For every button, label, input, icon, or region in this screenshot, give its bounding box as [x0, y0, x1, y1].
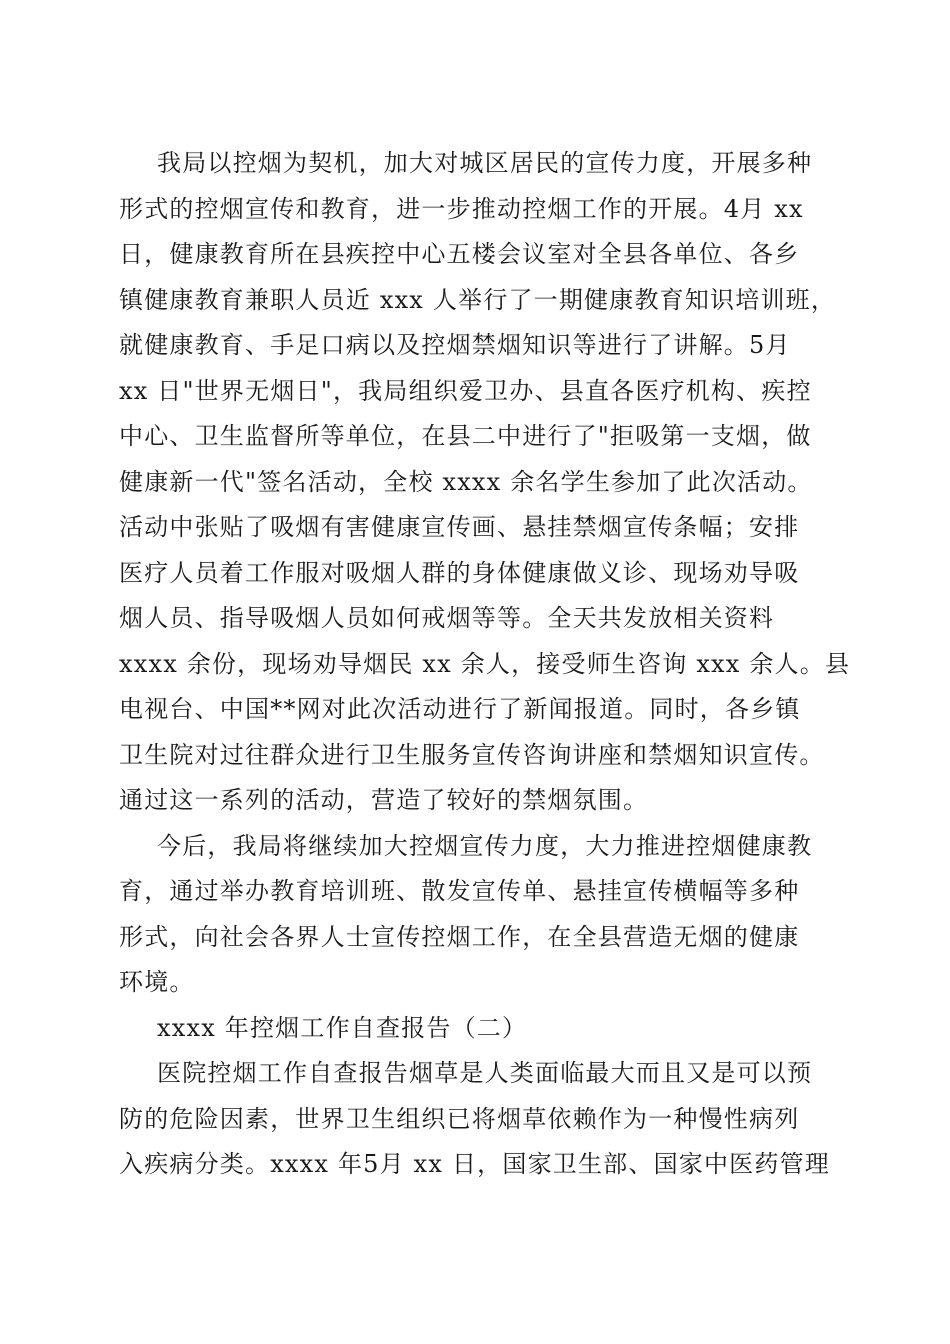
text-line: 日，健康教育所在县疾控中心五楼会议室对全县各单位、各乡	[119, 240, 800, 268]
section-heading	[119, 1006, 831, 1052]
text-line: 活动中张贴了吸烟有害健康宣传画、悬挂禁烟宣传条幅；安排	[119, 513, 800, 541]
document-body	[119, 141, 851, 1188]
text-line: 医疗人员着工作服对吸烟人群的身体健康做义诊、现场劝导吸	[119, 558, 800, 587]
text-line: 电视台、中国**网对此次活动进行了新闻报道。同时，各乡镇	[119, 695, 801, 723]
text-line: 我局以控烟为契机，加大对城区居民的宣传力度，开展多种	[157, 149, 813, 177]
text-line: 入疾病分类。xxxx 年5月 xx 日，国家卫生部、国家中医药管理	[119, 1150, 830, 1178]
text-line: 中心、卫生监督所等单位，在县二中进行了"拒吸第一支烟，做	[119, 422, 812, 450]
text-line: 健康新一代"签名活动，全校 xxxx 余名学生参加了此次活动。	[119, 467, 813, 496]
text-line: 通过这一系列的活动，营造了较好的禁烟氛围。	[119, 786, 649, 814]
text-line: 卫生院对过往群众进行卫生服务宣传咨询讲座和禁烟知识宣传。	[119, 740, 825, 769]
text-line: 今后，我局将继续加大控烟宣传力度，大力推进控烟健康教	[157, 831, 813, 860]
text-line: 防的危险因素，世界卫生组织已将烟草依赖作为一种慢性病列	[119, 1104, 800, 1133]
text-line: 形式，向社会各界人士宣传控烟工作，在全县营造无烟的健康	[119, 922, 800, 951]
text-line: 镇健康教育兼职人员近 xxx 人举行了一期健康教育知识培训班，	[119, 285, 837, 314]
text-line: xx 日"世界无烟日"，我局组织爱卫办、县直各医疗机构、疾控	[119, 376, 812, 405]
text-line: xxxx 余份，现场劝导烟民 xx 余人，接受师生咨询 xxx 余人。县	[119, 649, 851, 678]
paragraph-3	[119, 1051, 831, 1188]
section-heading-text: xxxx 年控烟工作自查报告（二）	[157, 1013, 528, 1042]
text-line: 就健康教育、手足口病以及控烟禁烟知识等进行了讲解。5月	[119, 331, 791, 359]
paragraph-2	[119, 824, 831, 1006]
text-line: 环境。	[119, 968, 195, 996]
text-line: 形式的控烟宣传和教育，进一步推动控烟工作的开展。4月 xx	[119, 194, 804, 223]
paragraph-1	[119, 141, 851, 824]
text-line: 育，通过举办教育培训班、散发宣传单、悬挂宣传横幅等多种	[119, 877, 800, 905]
text-line: 烟人员、指导吸烟人员如何戒烟等等。全天共发放相关资料	[119, 604, 775, 632]
text-line: 医院控烟工作自查报告烟草是人类面临最大而且又是可以预	[157, 1059, 813, 1087]
